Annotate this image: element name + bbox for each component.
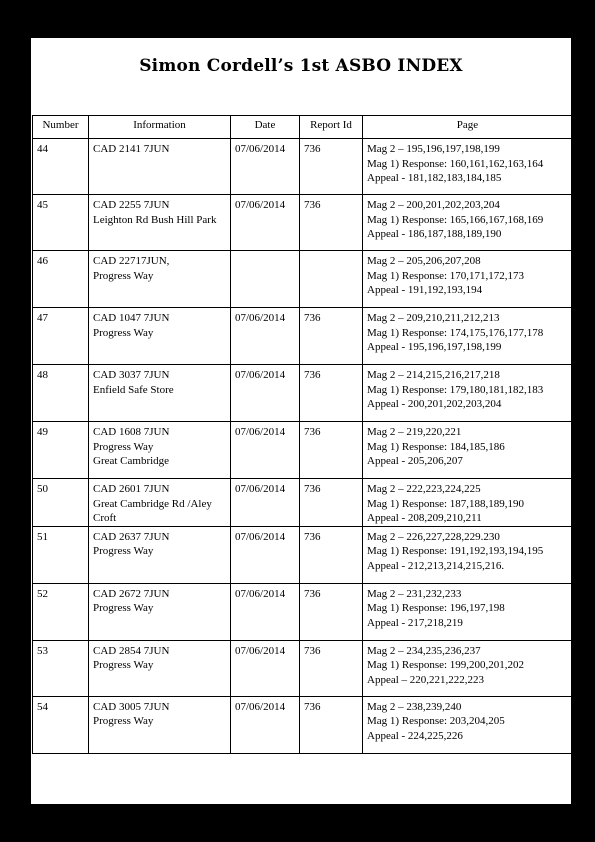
cell-number: 51 bbox=[33, 526, 89, 583]
table-row bbox=[33, 640, 573, 696]
table-row bbox=[33, 308, 573, 365]
cell-report-id: 736 bbox=[300, 526, 363, 583]
cell-report-id: 736 bbox=[300, 365, 363, 422]
information-line: Progress Way bbox=[93, 326, 154, 339]
information-line: Croft bbox=[93, 512, 117, 524]
page-reference-line: Mag 1) Response: 191,192,193,194,195 bbox=[367, 545, 544, 557]
page-reference-line: Appeal - 191,192,193,194 bbox=[367, 284, 483, 296]
cell-report-id: 736 bbox=[300, 308, 363, 365]
cell-date: 07/06/2014 bbox=[231, 696, 300, 753]
cell-date: 07/06/2014 bbox=[231, 139, 300, 195]
cell-report-id: 736 bbox=[300, 583, 363, 640]
cell-page bbox=[363, 365, 573, 422]
information-line: Great Cambridge Rd /Aley bbox=[93, 497, 212, 510]
cell-information bbox=[89, 139, 231, 195]
table-row bbox=[33, 422, 573, 479]
cell-report-id: 736 bbox=[300, 195, 363, 251]
cell-number: 49 bbox=[33, 422, 89, 479]
information-line: Progress Way bbox=[93, 545, 154, 557]
cell-page bbox=[363, 640, 573, 696]
page-reference-line: Mag 2 – 226,227,228,229.230 bbox=[367, 530, 500, 543]
cell-date: 07/06/2014 bbox=[231, 479, 300, 527]
page-reference-line: Mag 1) Response: 187,188,189,190 bbox=[367, 497, 525, 510]
page-reference-line: Mag 1) Response: 199,200,201,202 bbox=[367, 659, 525, 671]
cell-date: 07/06/2014 bbox=[231, 583, 300, 640]
cell-date: 07/06/2014 bbox=[231, 308, 300, 365]
cell-number: 52 bbox=[33, 583, 89, 640]
cell-number: 53 bbox=[33, 640, 89, 696]
page-reference-line: Appeal – 220,221,222,223 bbox=[367, 673, 485, 686]
page-reference-line: Mag 1) Response: 196,197,198 bbox=[367, 602, 505, 614]
page-reference-line: Mag 2 – 222,223,224,225 bbox=[367, 483, 481, 495]
cell-page bbox=[363, 422, 573, 479]
header-page: Page bbox=[363, 116, 573, 139]
information-line: CAD 1047 7JUN bbox=[93, 312, 170, 324]
cell-report-id bbox=[300, 251, 363, 308]
page-reference-line: Mag 1) Response: 165,166,167,168,169 bbox=[367, 213, 544, 226]
cell-report-id: 736 bbox=[300, 696, 363, 753]
page-reference-line: Mag 2 – 195,196,197,198,199 bbox=[367, 143, 500, 155]
cell-information bbox=[89, 696, 231, 753]
page-reference-line: Mag 2 – 200,201,202,203,204 bbox=[367, 199, 500, 211]
information-line: Progress Way bbox=[93, 602, 154, 614]
cell-number: 47 bbox=[33, 308, 89, 365]
cell-information bbox=[89, 251, 231, 308]
table-row bbox=[33, 251, 573, 308]
page-reference-line: Appeal - 212,213,214,215,216. bbox=[367, 559, 505, 572]
page-reference-line: Appeal - 205,206,207 bbox=[367, 455, 463, 467]
page-reference-line: Mag 1) Response: 170,171,172,173 bbox=[367, 269, 525, 282]
page-reference-line: Mag 2 – 231,232,233 bbox=[367, 587, 462, 600]
cell-information bbox=[89, 479, 231, 527]
cell-page bbox=[363, 251, 573, 308]
cell-number: 44 bbox=[33, 139, 89, 195]
cell-date: 07/06/2014 bbox=[231, 195, 300, 251]
information-line: Progress Way bbox=[93, 269, 154, 282]
information-line: Great Cambridge bbox=[93, 455, 170, 467]
cell-date: 07/06/2014 bbox=[231, 526, 300, 583]
page-reference-line: Mag 1) Response: 179,180,181,182,183 bbox=[367, 383, 544, 396]
cell-page bbox=[363, 195, 573, 251]
document-page bbox=[31, 38, 571, 804]
cell-number: 45 bbox=[33, 195, 89, 251]
cell-date: 07/06/2014 bbox=[231, 365, 300, 422]
information-line: Progress Way bbox=[93, 659, 154, 671]
table-body bbox=[33, 139, 573, 754]
page-reference-line: Mag 1) Response: 184,185,186 bbox=[367, 440, 505, 453]
table-row bbox=[33, 583, 573, 640]
page-reference-line: Appeal - 224,225,226 bbox=[367, 729, 463, 742]
cell-report-id: 736 bbox=[300, 640, 363, 696]
cell-information bbox=[89, 308, 231, 365]
cell-page bbox=[363, 526, 573, 583]
information-line: CAD 2672 7JUN bbox=[93, 587, 170, 600]
page-title: Simon Cordell’s 1st ASBO INDEX bbox=[139, 56, 463, 76]
header-information: Information bbox=[89, 116, 231, 139]
page-reference-line: Appeal - 200,201,202,203,204 bbox=[367, 398, 502, 410]
page-reference-line: Mag 2 – 205,206,207,208 bbox=[367, 255, 481, 267]
page-reference-line: Mag 2 – 209,210,211,212,213 bbox=[367, 312, 500, 324]
table-row bbox=[33, 139, 573, 195]
cell-information bbox=[89, 526, 231, 583]
information-line: Progress Way bbox=[93, 440, 154, 453]
index-table bbox=[32, 115, 573, 754]
table-header-row bbox=[33, 116, 573, 139]
page-reference-line: Mag 1) Response: 160,161,162,163,164 bbox=[367, 157, 544, 170]
page-reference-line: Mag 1) Response: 203,204,205 bbox=[367, 715, 505, 727]
information-line: CAD 2854 7JUN bbox=[93, 644, 170, 657]
cell-page bbox=[363, 479, 573, 527]
cell-report-id: 736 bbox=[300, 422, 363, 479]
header-report-id: Report Id bbox=[300, 116, 363, 139]
information-line: Progress Way bbox=[93, 715, 154, 727]
cell-report-id: 736 bbox=[300, 479, 363, 527]
information-line: CAD 2601 7JUN bbox=[93, 483, 170, 495]
cell-date: 07/06/2014 bbox=[231, 422, 300, 479]
header-number: Number bbox=[33, 116, 89, 139]
cell-date bbox=[231, 251, 300, 308]
page-reference-line: Appeal - 217,218,219 bbox=[367, 616, 463, 629]
page-reference-line: Mag 2 – 219,220,221 bbox=[367, 426, 462, 438]
table-row bbox=[33, 526, 573, 583]
cell-page bbox=[363, 583, 573, 640]
page-reference-line: Appeal - 195,196,197,198,199 bbox=[367, 341, 502, 353]
information-line: CAD 2141 7JUN bbox=[93, 143, 170, 155]
information-line: CAD 2637 7JUN bbox=[93, 530, 170, 543]
information-line: CAD 1608 7JUN bbox=[93, 426, 170, 438]
page-reference-line: Mag 2 – 234,235,236,237 bbox=[367, 644, 481, 657]
cell-page bbox=[363, 308, 573, 365]
cell-number: 54 bbox=[33, 696, 89, 753]
information-line: Leighton Rd Bush Hill Park bbox=[93, 213, 217, 226]
information-line: CAD 2255 7JUN bbox=[93, 199, 170, 211]
page-reference-line: Appeal - 181,182,183,184,185 bbox=[367, 172, 502, 184]
cell-page bbox=[363, 139, 573, 195]
cell-information bbox=[89, 422, 231, 479]
cell-information bbox=[89, 640, 231, 696]
table-row bbox=[33, 195, 573, 251]
information-line: CAD 3037 7JUN bbox=[93, 369, 170, 381]
page-reference-line: Mag 2 – 214,215,216,217,218 bbox=[367, 369, 500, 381]
cell-information bbox=[89, 195, 231, 251]
page-reference-line: Appeal - 208,209,210,211 bbox=[367, 512, 482, 524]
cell-date: 07/06/2014 bbox=[231, 640, 300, 696]
cell-number: 48 bbox=[33, 365, 89, 422]
cell-information bbox=[89, 583, 231, 640]
cell-information bbox=[89, 365, 231, 422]
information-line: Enfield Safe Store bbox=[93, 383, 174, 396]
page-reference-line: Appeal - 186,187,188,189,190 bbox=[367, 228, 502, 240]
information-line: CAD 3005 7JUN bbox=[93, 700, 170, 713]
cell-number: 50 bbox=[33, 479, 89, 527]
table-row bbox=[33, 696, 573, 753]
cell-report-id: 736 bbox=[300, 139, 363, 195]
table-row bbox=[33, 365, 573, 422]
cell-page bbox=[363, 696, 573, 753]
header-date: Date bbox=[231, 116, 300, 139]
page-reference-line: Mag 2 – 238,239,240 bbox=[367, 700, 462, 713]
cell-number: 46 bbox=[33, 251, 89, 308]
information-line: CAD 22717JUN, bbox=[93, 255, 170, 267]
page-reference-line: Mag 1) Response: 174,175,176,177,178 bbox=[367, 326, 544, 339]
table-row bbox=[33, 479, 573, 527]
